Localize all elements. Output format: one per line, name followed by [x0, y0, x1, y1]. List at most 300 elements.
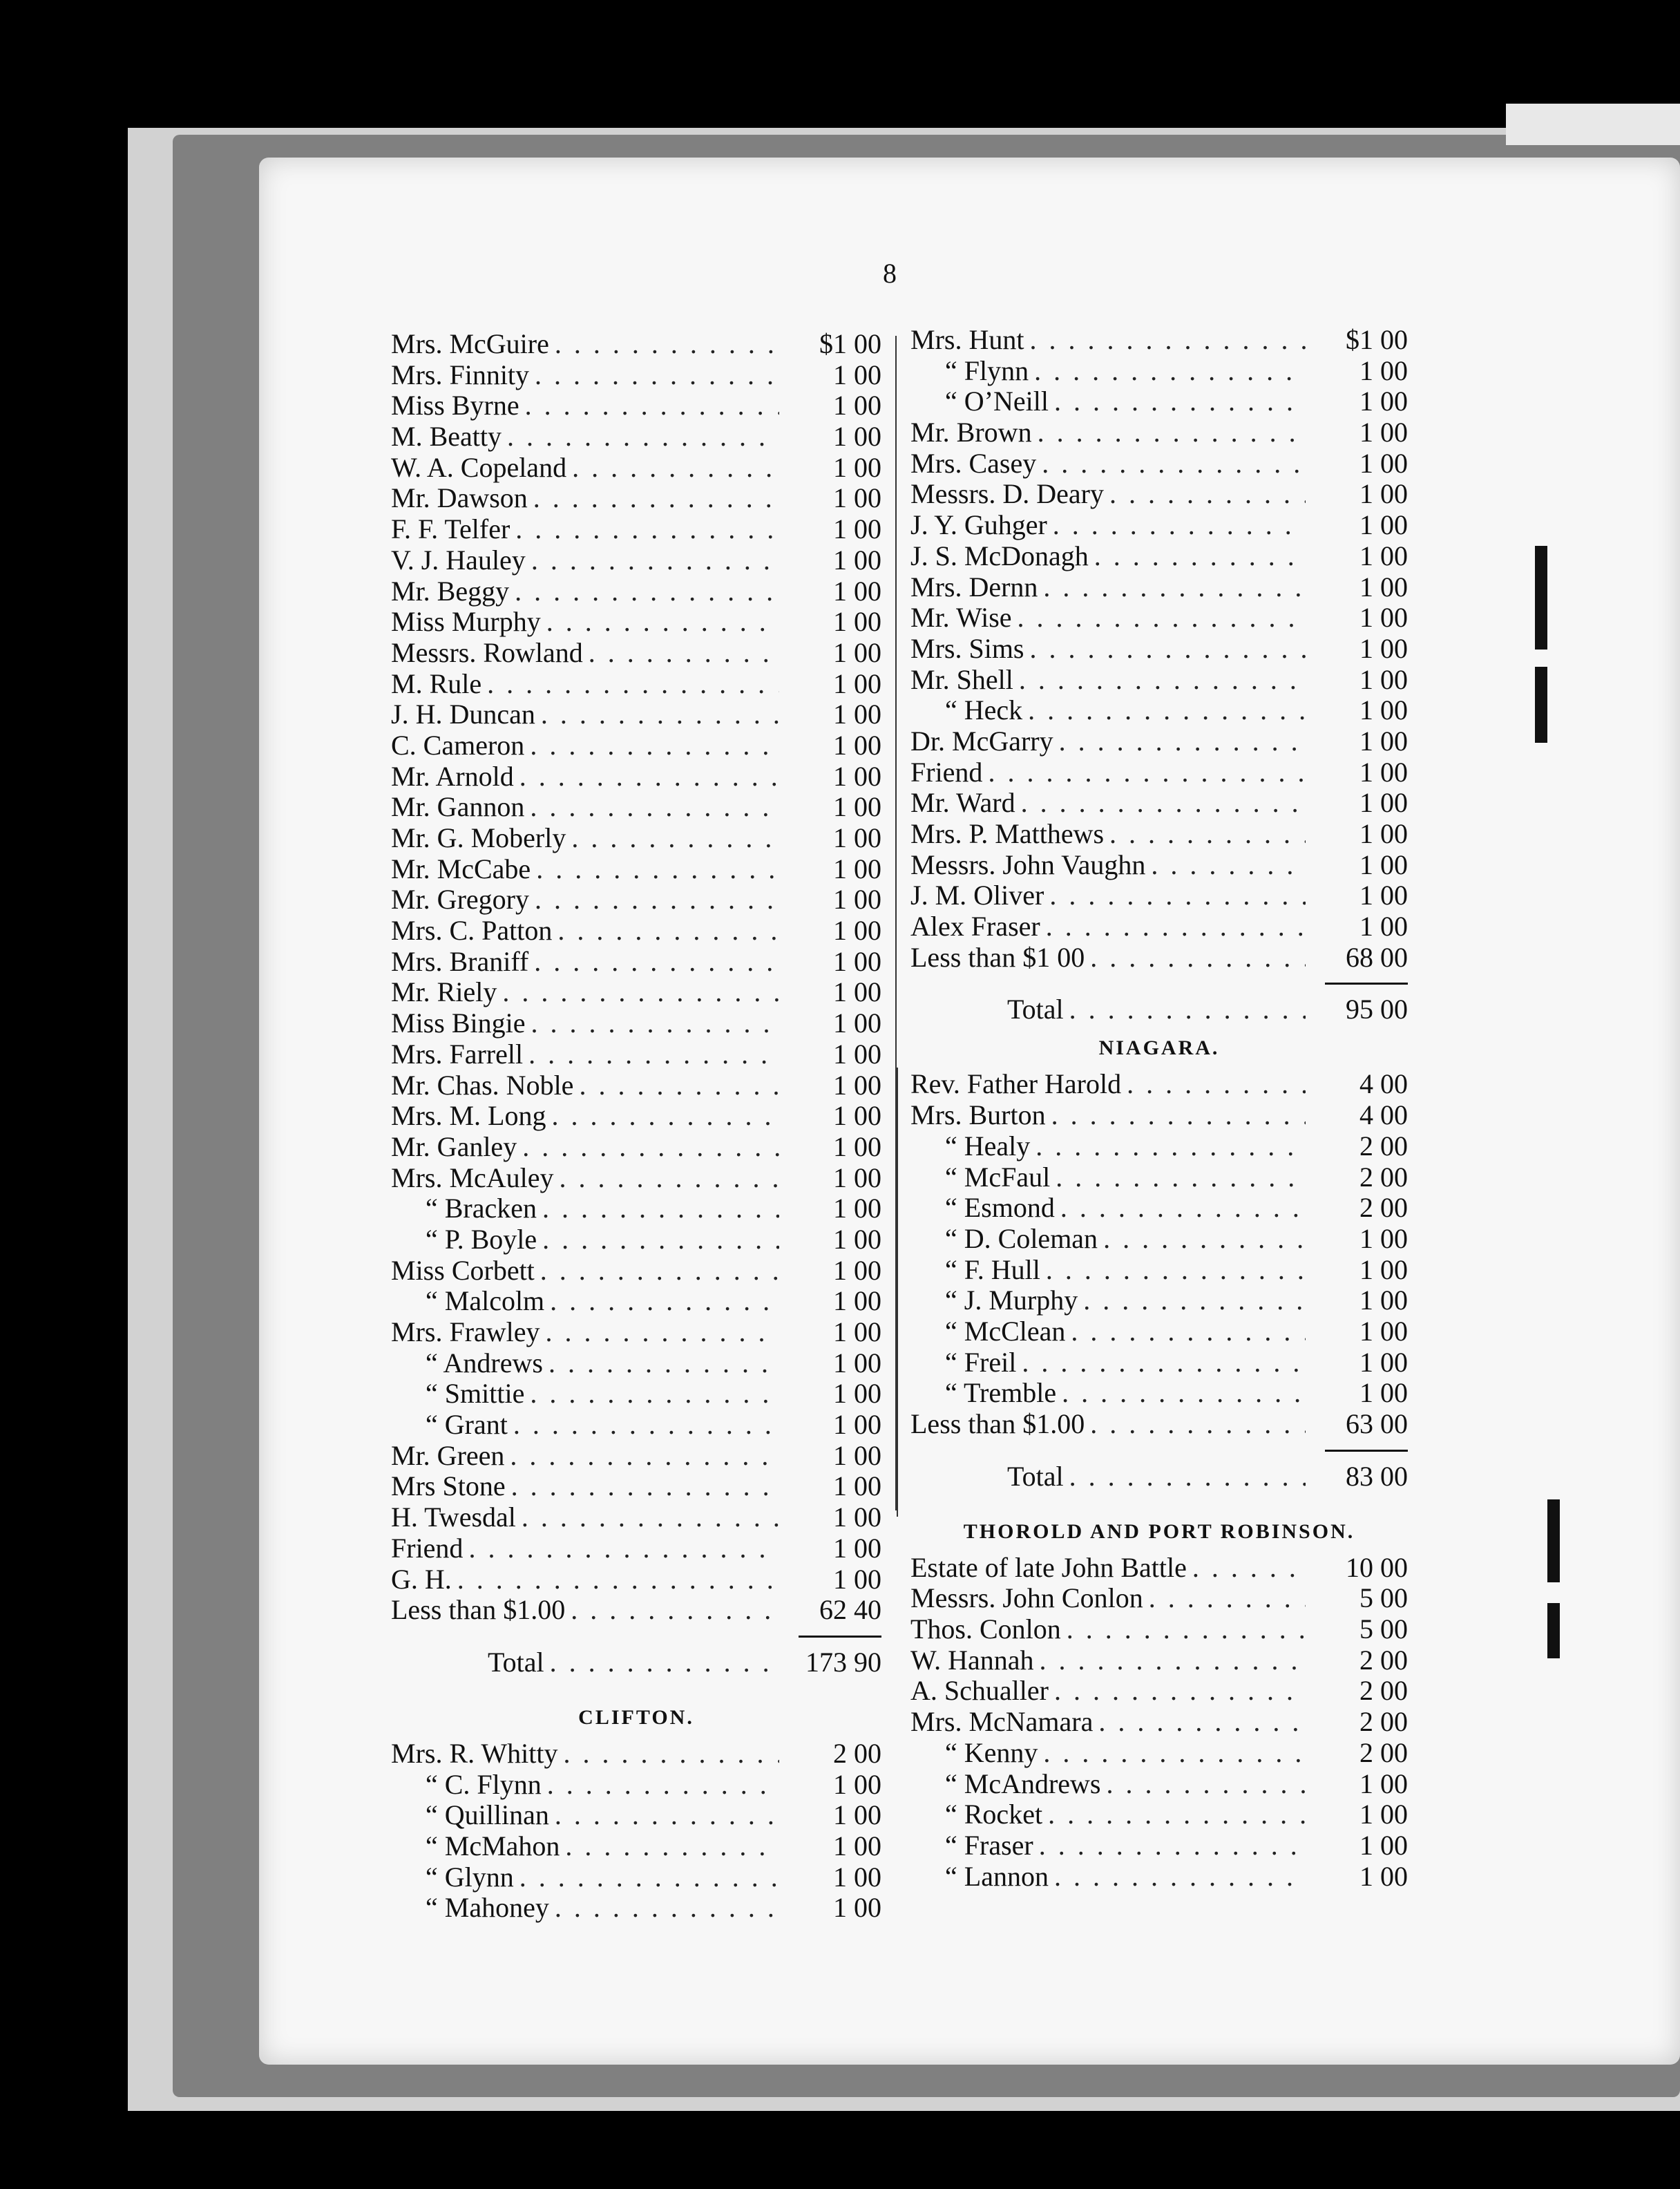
leader-dots	[1022, 1347, 1306, 1378]
subscription-entry	[910, 911, 1408, 942]
leader-dots	[1060, 1193, 1306, 1224]
leader-dots	[515, 576, 779, 607]
entry-amount: 1 00	[833, 699, 881, 730]
subscription-entry	[910, 1676, 1408, 1707]
subscription-entry	[910, 1830, 1408, 1861]
leader-dots	[572, 453, 779, 484]
entry-amount: 1 00	[833, 1007, 881, 1039]
subscription-entry	[391, 329, 881, 360]
leader-dots	[1019, 665, 1306, 696]
entry-amount: 1 00	[833, 976, 881, 1008]
entry-amount: 1 00	[833, 853, 881, 884]
entry-amount: 1 00	[833, 667, 881, 699]
total-rule	[1325, 983, 1408, 985]
entry-name: Miss Bingie	[391, 1007, 526, 1039]
entry-amount: 2 00	[1359, 1736, 1408, 1768]
entry-amount: 5 00	[1359, 1582, 1408, 1614]
total-row	[910, 992, 1408, 1027]
subscription-entry	[910, 1583, 1408, 1614]
subscription-entry	[391, 576, 881, 607]
leader-dots	[551, 1101, 779, 1132]
entry-amount: 1 00	[833, 1501, 881, 1533]
left-column	[391, 329, 881, 1924]
entry-amount: 1 00	[833, 1830, 881, 1861]
entry-amount: 1 00	[833, 1378, 881, 1410]
subscription-entry	[910, 942, 1408, 974]
leader-dots	[1098, 1707, 1306, 1738]
entry-amount: 1 00	[833, 636, 881, 668]
subscription-entry	[910, 1255, 1408, 1286]
leader-dots	[515, 514, 779, 545]
entry-name: Less than $1 00	[910, 941, 1085, 973]
leader-dots	[1054, 386, 1306, 417]
subscription-entry	[910, 1707, 1408, 1738]
entry-name: “ Andrews	[426, 1347, 543, 1378]
entry-name: J. Y. Guhger	[910, 509, 1047, 541]
entry-amount: 1 00	[1359, 509, 1408, 541]
leader-dots	[542, 1224, 779, 1255]
entry-amount: 1 00	[833, 760, 881, 792]
subscription-entry	[910, 448, 1408, 480]
leader-dots	[550, 1645, 779, 1680]
leader-dots	[1069, 992, 1306, 1027]
column-divider-lower	[897, 1068, 898, 1517]
leader-dots	[468, 1533, 779, 1564]
clifton-entry-list	[391, 1738, 881, 1924]
subscription-entry	[910, 880, 1408, 911]
subscription-entry	[391, 792, 881, 823]
total-amount: 95 00	[1346, 994, 1408, 1025]
subscription-entry	[391, 1378, 881, 1410]
leader-dots	[519, 1862, 779, 1893]
entry-name: Friend	[391, 1532, 464, 1564]
leader-dots	[540, 1255, 779, 1287]
subscription-entry	[391, 360, 881, 391]
subscription-entry	[910, 603, 1408, 634]
entry-amount: 1 00	[833, 1470, 881, 1502]
leader-dots	[1056, 1162, 1306, 1193]
leader-dots	[502, 977, 779, 1008]
subscription-entry	[391, 1533, 881, 1564]
leader-dots	[541, 699, 779, 730]
entry-amount: 1 00	[1359, 571, 1408, 603]
entry-amount: 1 00	[1359, 1222, 1408, 1254]
subscription-entry	[910, 510, 1408, 541]
entry-amount: 2 00	[833, 1737, 881, 1769]
entry-amount: 1 00	[1359, 540, 1408, 571]
leader-dots	[1069, 1459, 1306, 1495]
subscription-entry	[391, 699, 881, 730]
entry-name: Mrs Stone	[391, 1470, 506, 1502]
leader-dots	[522, 1502, 779, 1533]
entry-amount: 1 00	[1359, 880, 1408, 911]
subscription-entry	[391, 1831, 881, 1862]
entry-amount: $1 00	[1346, 324, 1408, 355]
entry-name: “ F. Hull	[945, 1253, 1040, 1285]
entry-name: Messrs. John Vaughn	[910, 849, 1146, 880]
entry-amount: 1 00	[833, 1285, 881, 1317]
subscription-entry	[391, 1862, 881, 1893]
entry-amount: 63 00	[1346, 1408, 1408, 1439]
entry-amount: 10 00	[1346, 1551, 1408, 1583]
leader-dots	[1151, 850, 1306, 881]
subscription-entry	[910, 695, 1408, 726]
subscription-entry	[910, 572, 1408, 603]
leader-dots	[555, 1800, 779, 1831]
entry-amount: $1 00	[819, 328, 881, 359]
subscription-entry	[391, 1770, 881, 1801]
leader-dots	[525, 390, 779, 421]
entry-name: Mr. Dawson	[391, 482, 528, 514]
entry-name: Mrs. Hunt	[910, 324, 1024, 355]
leader-dots	[1059, 726, 1306, 757]
subscription-entry	[910, 1738, 1408, 1769]
entry-name: “ Tremble	[945, 1377, 1057, 1409]
leader-dots	[1071, 1316, 1306, 1347]
entry-name: “ Malcolm	[426, 1285, 545, 1317]
entry-name: Dr. McGarry	[910, 725, 1053, 757]
subscription-entry	[391, 1441, 881, 1472]
subscription-entry	[910, 1799, 1408, 1830]
total-rule	[1325, 1450, 1408, 1452]
right-entry-list	[910, 325, 1408, 973]
subscription-entry	[910, 1553, 1408, 1584]
leader-dots	[510, 1441, 779, 1472]
leader-dots	[565, 1831, 779, 1862]
total-row	[391, 1645, 881, 1680]
entry-name: “ Grant	[426, 1409, 508, 1441]
total-amount: 83 00	[1346, 1460, 1408, 1492]
entry-amount: 1 00	[833, 606, 881, 638]
total-label: Total	[1007, 1460, 1064, 1492]
section-heading: THOROLD AND PORT ROBINSON.	[963, 1519, 1355, 1543]
entry-name: “ Bracken	[426, 1193, 537, 1224]
subscription-entry	[910, 386, 1408, 417]
leader-dots	[560, 1163, 779, 1194]
entry-name: Miss Byrne	[391, 390, 519, 421]
subscription-entry	[910, 850, 1408, 881]
entry-amount: 1 00	[1359, 354, 1408, 386]
entry-name: Mrs. McAuley	[391, 1162, 554, 1193]
entry-amount: 1 00	[833, 1254, 881, 1286]
subscription-entry	[391, 1893, 881, 1924]
subscription-entry	[910, 1224, 1408, 1255]
entry-name: “ McMahon	[426, 1830, 560, 1861]
leader-dots	[548, 1348, 779, 1379]
subscription-entry	[910, 1645, 1408, 1676]
entry-amount: 1 00	[833, 945, 881, 977]
leader-dots	[579, 1070, 779, 1101]
subscription-entry	[391, 1348, 881, 1379]
leader-dots	[1039, 1830, 1306, 1861]
subscription-entry	[391, 1008, 881, 1039]
entry-amount: 68 00	[1346, 941, 1408, 973]
leader-dots	[1049, 880, 1306, 911]
entry-name: “ Smittie	[426, 1378, 525, 1410]
subscription-entry	[910, 417, 1408, 448]
entry-name: M. Rule	[391, 667, 482, 699]
leader-dots	[1030, 634, 1306, 665]
entry-name: “ McAndrews	[945, 1768, 1101, 1799]
leader-dots	[1043, 572, 1306, 603]
entry-name: Thos. Conlon	[910, 1613, 1061, 1645]
subscription-entry	[391, 884, 881, 916]
entry-name: Messrs. John Conlon	[910, 1582, 1143, 1614]
subscription-entry	[391, 421, 881, 453]
left-entry-list	[391, 329, 881, 1626]
entry-amount: 1 00	[1359, 447, 1408, 479]
entry-name: “ Freil	[945, 1346, 1017, 1378]
leader-dots	[1062, 1378, 1306, 1409]
leader-dots	[1109, 479, 1306, 510]
leader-dots	[1043, 1738, 1306, 1769]
leader-dots	[534, 947, 779, 978]
entry-name: M. Beatty	[391, 421, 502, 453]
leader-dots	[1149, 1583, 1306, 1614]
entry-name: Mrs. Sims	[910, 632, 1024, 664]
leader-dots	[535, 884, 779, 916]
leader-dots	[1048, 1799, 1306, 1830]
entry-name: “ Kenny	[945, 1736, 1038, 1768]
subscription-entry	[391, 761, 881, 793]
entry-name: Mrs. Burton	[910, 1099, 1046, 1131]
subscription-entry	[391, 669, 881, 700]
leader-dots	[1192, 1553, 1306, 1584]
entry-amount: 1 00	[833, 729, 881, 761]
leader-dots	[1067, 1614, 1306, 1645]
page-number: 8	[883, 258, 897, 289]
entry-amount: 1 00	[833, 884, 881, 916]
entry-name: W. A. Copeland	[391, 451, 567, 483]
leader-dots	[530, 792, 779, 823]
subscription-entry	[391, 1286, 881, 1317]
leader-dots	[988, 757, 1306, 788]
entry-name: Messrs. D. Deary	[910, 478, 1104, 510]
entry-amount: 1 00	[833, 359, 881, 390]
leader-dots	[536, 854, 779, 885]
subscription-entry	[910, 1100, 1408, 1131]
subscription-entry	[391, 514, 881, 545]
entry-amount: 1 00	[833, 915, 881, 947]
entry-name: “ Healy	[945, 1130, 1031, 1162]
entry-name: Mrs. McGuire	[391, 328, 549, 359]
entry-amount: 1 00	[833, 482, 881, 514]
book-hinge	[1506, 104, 1680, 145]
subscription-entry	[391, 1317, 881, 1348]
entry-amount: 1 00	[1359, 1768, 1408, 1799]
entry-amount: 1 00	[833, 1223, 881, 1255]
right-column	[910, 325, 1408, 1892]
leader-dots	[1107, 1769, 1306, 1800]
subscription-entry	[391, 977, 881, 1008]
entry-amount: 1 00	[833, 1038, 881, 1070]
leader-dots	[1090, 1409, 1306, 1440]
subscription-entry	[910, 819, 1408, 850]
entry-name: Messrs. Rowland	[391, 636, 583, 668]
entry-name: Mrs. R. Whitty	[391, 1737, 558, 1769]
leader-dots	[1018, 603, 1306, 634]
entry-name: Mr. Gannon	[391, 791, 525, 823]
entry-name: Friend	[910, 756, 983, 788]
entry-name: J. S. McDonagh	[910, 540, 1089, 571]
binding-mark	[1547, 1499, 1560, 1582]
thorold-entry-list	[910, 1553, 1408, 1893]
entry-amount: 1 00	[833, 575, 881, 607]
leader-dots	[457, 1564, 779, 1595]
leader-dots	[1094, 541, 1306, 572]
entry-name: Mrs. Frawley	[391, 1316, 540, 1347]
entry-name: Mr. Ganley	[391, 1130, 517, 1162]
total-amount: 173 90	[805, 1646, 881, 1678]
entry-amount: 62 40	[819, 1594, 881, 1626]
subscription-entry	[391, 1224, 881, 1255]
entry-amount: 1 00	[1359, 1377, 1408, 1409]
subscription-entry	[910, 479, 1408, 510]
entry-name: Mrs. Farrell	[391, 1038, 524, 1070]
entry-amount: 1 00	[1359, 417, 1408, 448]
entry-amount: 1 00	[833, 544, 881, 576]
leader-dots	[550, 1286, 779, 1317]
entry-name: A. Schualler	[910, 1675, 1049, 1707]
subscription-entry	[910, 788, 1408, 819]
entry-amount: 1 00	[1359, 694, 1408, 726]
entry-amount: 2 00	[1359, 1706, 1408, 1738]
leader-dots	[1051, 1100, 1306, 1131]
entry-name: Mr. Wise	[910, 602, 1012, 634]
subscription-entry	[910, 1162, 1408, 1193]
entry-name: “ McClean	[945, 1315, 1066, 1347]
subscription-entry	[910, 356, 1408, 387]
entry-name: Mr. Shell	[910, 663, 1013, 695]
entry-name: “ Heck	[945, 694, 1023, 726]
entry-amount: 1 00	[833, 1347, 881, 1378]
leader-dots	[1046, 911, 1306, 942]
entry-amount: 1 00	[1359, 663, 1408, 695]
entry-amount: 1 00	[1359, 787, 1408, 819]
entry-amount: 2 00	[1359, 1675, 1408, 1707]
leader-dots	[1035, 1131, 1306, 1162]
subscription-entry	[910, 1347, 1408, 1378]
entry-amount: 1 00	[1359, 1829, 1408, 1861]
entry-name: Estate of late John Battle	[910, 1551, 1187, 1583]
leader-dots	[564, 1738, 779, 1770]
subscription-entry	[391, 1595, 881, 1626]
entry-amount: 1 00	[1359, 1285, 1408, 1316]
subscription-entry	[910, 634, 1408, 665]
subscription-entry	[391, 1163, 881, 1194]
section-heading: NIAGARA.	[1098, 1036, 1220, 1060]
subscription-entry	[910, 1193, 1408, 1224]
entry-name: Alex Fraser	[910, 911, 1040, 942]
subscription-entry	[391, 1410, 881, 1441]
entry-name: “ J. Murphy	[945, 1285, 1078, 1316]
entry-amount: 1 00	[833, 1439, 881, 1471]
entry-amount: 1 00	[1359, 818, 1408, 849]
entry-name: Mr. Beggy	[391, 575, 510, 607]
leader-dots	[531, 1008, 779, 1039]
entry-amount: 1 00	[1359, 756, 1408, 788]
entry-name: Mr. Arnold	[391, 760, 514, 792]
entry-amount: 1 00	[1359, 1799, 1408, 1830]
entry-name: Mr. Chas. Noble	[391, 1069, 574, 1101]
entry-name: Mrs. Braniff	[391, 945, 529, 977]
entry-name: Mr. Brown	[910, 417, 1032, 448]
leader-dots	[535, 360, 779, 391]
entry-amount: 1 00	[833, 421, 881, 453]
entry-amount: 1 00	[1359, 386, 1408, 417]
entry-amount: 1 00	[833, 1069, 881, 1101]
entry-name: Less than $1.00	[391, 1594, 566, 1626]
entry-amount: 1 00	[1359, 911, 1408, 942]
entry-name: Less than $1.00	[910, 1408, 1085, 1439]
leader-dots	[530, 1378, 779, 1410]
entry-name: “ Quillinan	[426, 1799, 549, 1831]
entry-name: Mr. Green	[391, 1439, 505, 1471]
entry-amount: 1 00	[1359, 478, 1408, 510]
leader-dots	[1054, 1676, 1306, 1707]
entry-name: “ D. Coleman	[945, 1222, 1098, 1254]
leader-dots	[546, 1317, 779, 1348]
leader-dots	[555, 1893, 779, 1924]
entry-name: Mrs. M. Long	[391, 1100, 546, 1132]
entry-name: “ Glynn	[426, 1861, 514, 1893]
leader-dots	[546, 607, 779, 638]
entry-amount: 1 00	[833, 513, 881, 545]
subscription-entry	[910, 541, 1408, 572]
entry-name: “ C. Flynn	[426, 1768, 542, 1800]
entry-name: Mrs. Casey	[910, 447, 1037, 479]
subscription-entry	[910, 1861, 1408, 1893]
subscription-entry	[391, 1738, 881, 1770]
entry-amount: 1 00	[833, 822, 881, 853]
entry-name: “ O’Neill	[945, 386, 1049, 417]
entry-amount: 1 00	[1359, 1253, 1408, 1285]
entry-name: C. Cameron	[391, 729, 525, 761]
leader-dots	[1038, 417, 1306, 448]
entry-amount: 2 00	[1359, 1161, 1408, 1193]
entry-name: Rev. Father Harold	[910, 1068, 1122, 1100]
leader-dots	[1127, 1069, 1306, 1100]
subscription-entry	[910, 1378, 1408, 1409]
subscription-entry	[391, 823, 881, 854]
leader-dots	[1021, 788, 1306, 819]
leader-dots	[528, 1039, 779, 1070]
leader-dots	[1039, 1645, 1306, 1676]
entry-amount: 2 00	[1359, 1192, 1408, 1224]
entry-name: H. Twesdal	[391, 1501, 516, 1533]
leader-dots	[1053, 510, 1306, 541]
entry-name: Miss Murphy	[391, 606, 541, 638]
subscription-entry	[391, 1039, 881, 1070]
entry-amount: 1 00	[1359, 725, 1408, 757]
entry-amount: 1 00	[833, 1892, 881, 1924]
subscription-entry	[391, 1800, 881, 1831]
subscription-entry	[910, 1614, 1408, 1645]
entry-name: J. M. Oliver	[910, 880, 1044, 911]
subscription-entry	[910, 1285, 1408, 1316]
leader-dots	[557, 916, 779, 947]
entry-name: “ Flynn	[945, 354, 1029, 386]
entry-amount: 1 00	[1359, 1860, 1408, 1892]
leader-dots	[511, 1471, 779, 1502]
entry-name: Mrs. McNamara	[910, 1706, 1094, 1738]
entry-name: V. J. Hauley	[391, 544, 526, 576]
subscription-entry	[391, 1564, 881, 1595]
entry-amount: 1 00	[833, 1409, 881, 1441]
entry-amount: 1 00	[833, 1532, 881, 1564]
total-row	[910, 1459, 1408, 1495]
entry-amount: 5 00	[1359, 1613, 1408, 1645]
